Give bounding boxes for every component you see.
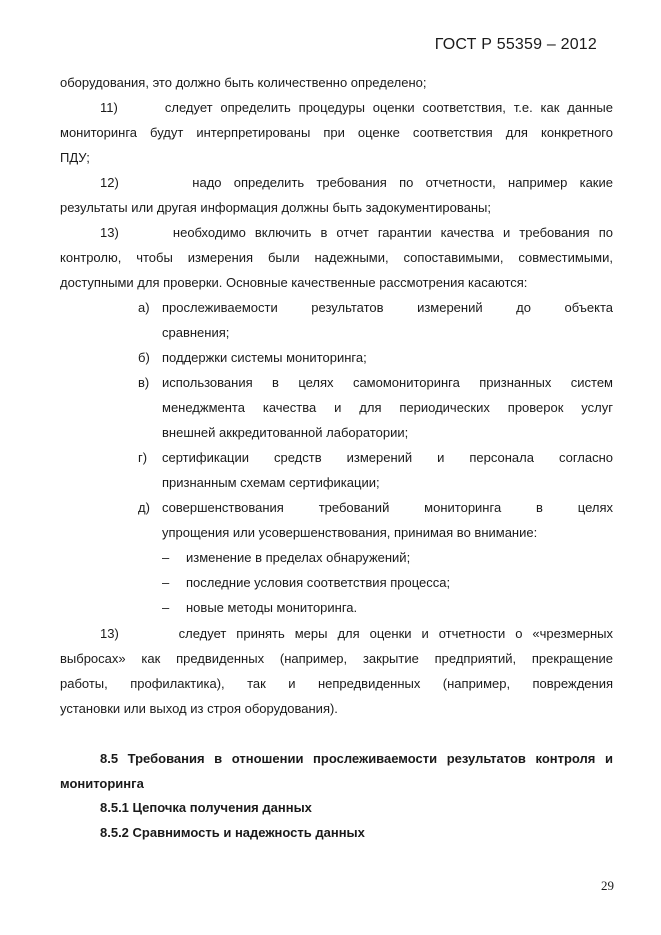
list-item-13 xyxy=(100,224,613,242)
item-number: 11) xyxy=(100,100,118,115)
dash-marker: – xyxy=(162,600,170,615)
list-item-13b xyxy=(100,625,613,643)
sub-item-text: сертификации средств измерений и персонала согласно xyxy=(162,450,613,465)
sub-item-text: менеджмента качества и для периодических проверок услуг xyxy=(162,400,613,415)
sub-item-marker: в) xyxy=(138,375,150,390)
document-header: ГОСТ Р 55359 – 2012 xyxy=(434,36,597,53)
sub-item-text: прослеживаемости результатов измерений до объекта xyxy=(162,300,613,315)
page-number: 29 xyxy=(601,878,614,893)
paragraph-line: мониторинга будут интерпретированы при оценке соответствия для конкретного xyxy=(60,125,613,140)
paragraph-line: оборудования, это должно быть количественно определено; xyxy=(60,75,427,90)
item-text: надо определить требования по отчетности, например какие xyxy=(192,175,613,190)
paragraph-line: установки или выход из строя оборудования). xyxy=(60,701,338,716)
sub-item-text: использования в целях самомониторинга признанных систем xyxy=(162,375,613,390)
sub-item-text: упрощения или усовершенствования, принимая во внимание: xyxy=(162,525,538,540)
dash-item-text: последние условия соответствия процесса; xyxy=(186,575,451,590)
paragraph-line: результаты или другая информация должны быть задокументированы; xyxy=(60,200,491,215)
sub-item-marker: а) xyxy=(138,300,150,315)
sub-item-marker: г) xyxy=(138,450,148,465)
section-heading-8-5-1: 8.5.1 Цепочка получения данных xyxy=(100,800,312,815)
sub-item-marker: б) xyxy=(138,350,150,365)
sub-item-text: внешней аккредитованной лаборатории; xyxy=(162,425,409,440)
item-number: 12) xyxy=(100,175,119,190)
dash-marker: – xyxy=(162,550,170,565)
sub-item-text: признанным схемам сертификации; xyxy=(162,475,380,490)
list-item-11 xyxy=(100,99,613,117)
paragraph-line: ПДУ; xyxy=(60,150,90,165)
sub-item-text: поддержки системы мониторинга; xyxy=(162,350,367,365)
list-item-12 xyxy=(100,174,613,192)
item-text: необходимо включить в отчет гарантии качества и требования по xyxy=(172,225,614,240)
paragraph-line: выбросах» как предвиденных (например, закрытие предприятий, прекращение xyxy=(60,651,613,666)
dash-item-text: новые методы мониторинга. xyxy=(186,600,358,615)
section-heading-8-5-cont: мониторинга xyxy=(60,776,144,791)
sub-item-marker: д) xyxy=(138,500,150,515)
dash-item-text: изменение в пределах обнаружений; xyxy=(186,550,411,565)
item-number: 13) xyxy=(100,225,119,240)
paragraph-line: работы, профилактика), так и непредвиденных (например, повреждения xyxy=(60,676,613,691)
dash-marker: – xyxy=(162,575,170,590)
paragraph-line: контролю, чтобы измерения были надежными, сопоставимыми, совместимыми, xyxy=(60,250,613,265)
section-heading-8-5-2: 8.5.2 Сравнимость и надежность данных xyxy=(100,825,365,840)
item-text: следует принять меры для оценки и отчетности о «чрезмерных xyxy=(178,626,613,641)
item-text: следует определить процедуры оценки соответствия, т.е. как данные xyxy=(164,100,614,115)
sub-item-text: совершенствования требований мониторинга в целях xyxy=(162,500,613,515)
section-heading-8-5: 8.5 Требования в отношении прослеживаемости результатов контроля и xyxy=(100,751,613,766)
paragraph-line: доступными для проверки. Основные качественные рассмотрения касаются: xyxy=(60,275,528,290)
sub-item-text: сравнения; xyxy=(162,325,230,340)
item-number: 13) xyxy=(100,626,119,641)
